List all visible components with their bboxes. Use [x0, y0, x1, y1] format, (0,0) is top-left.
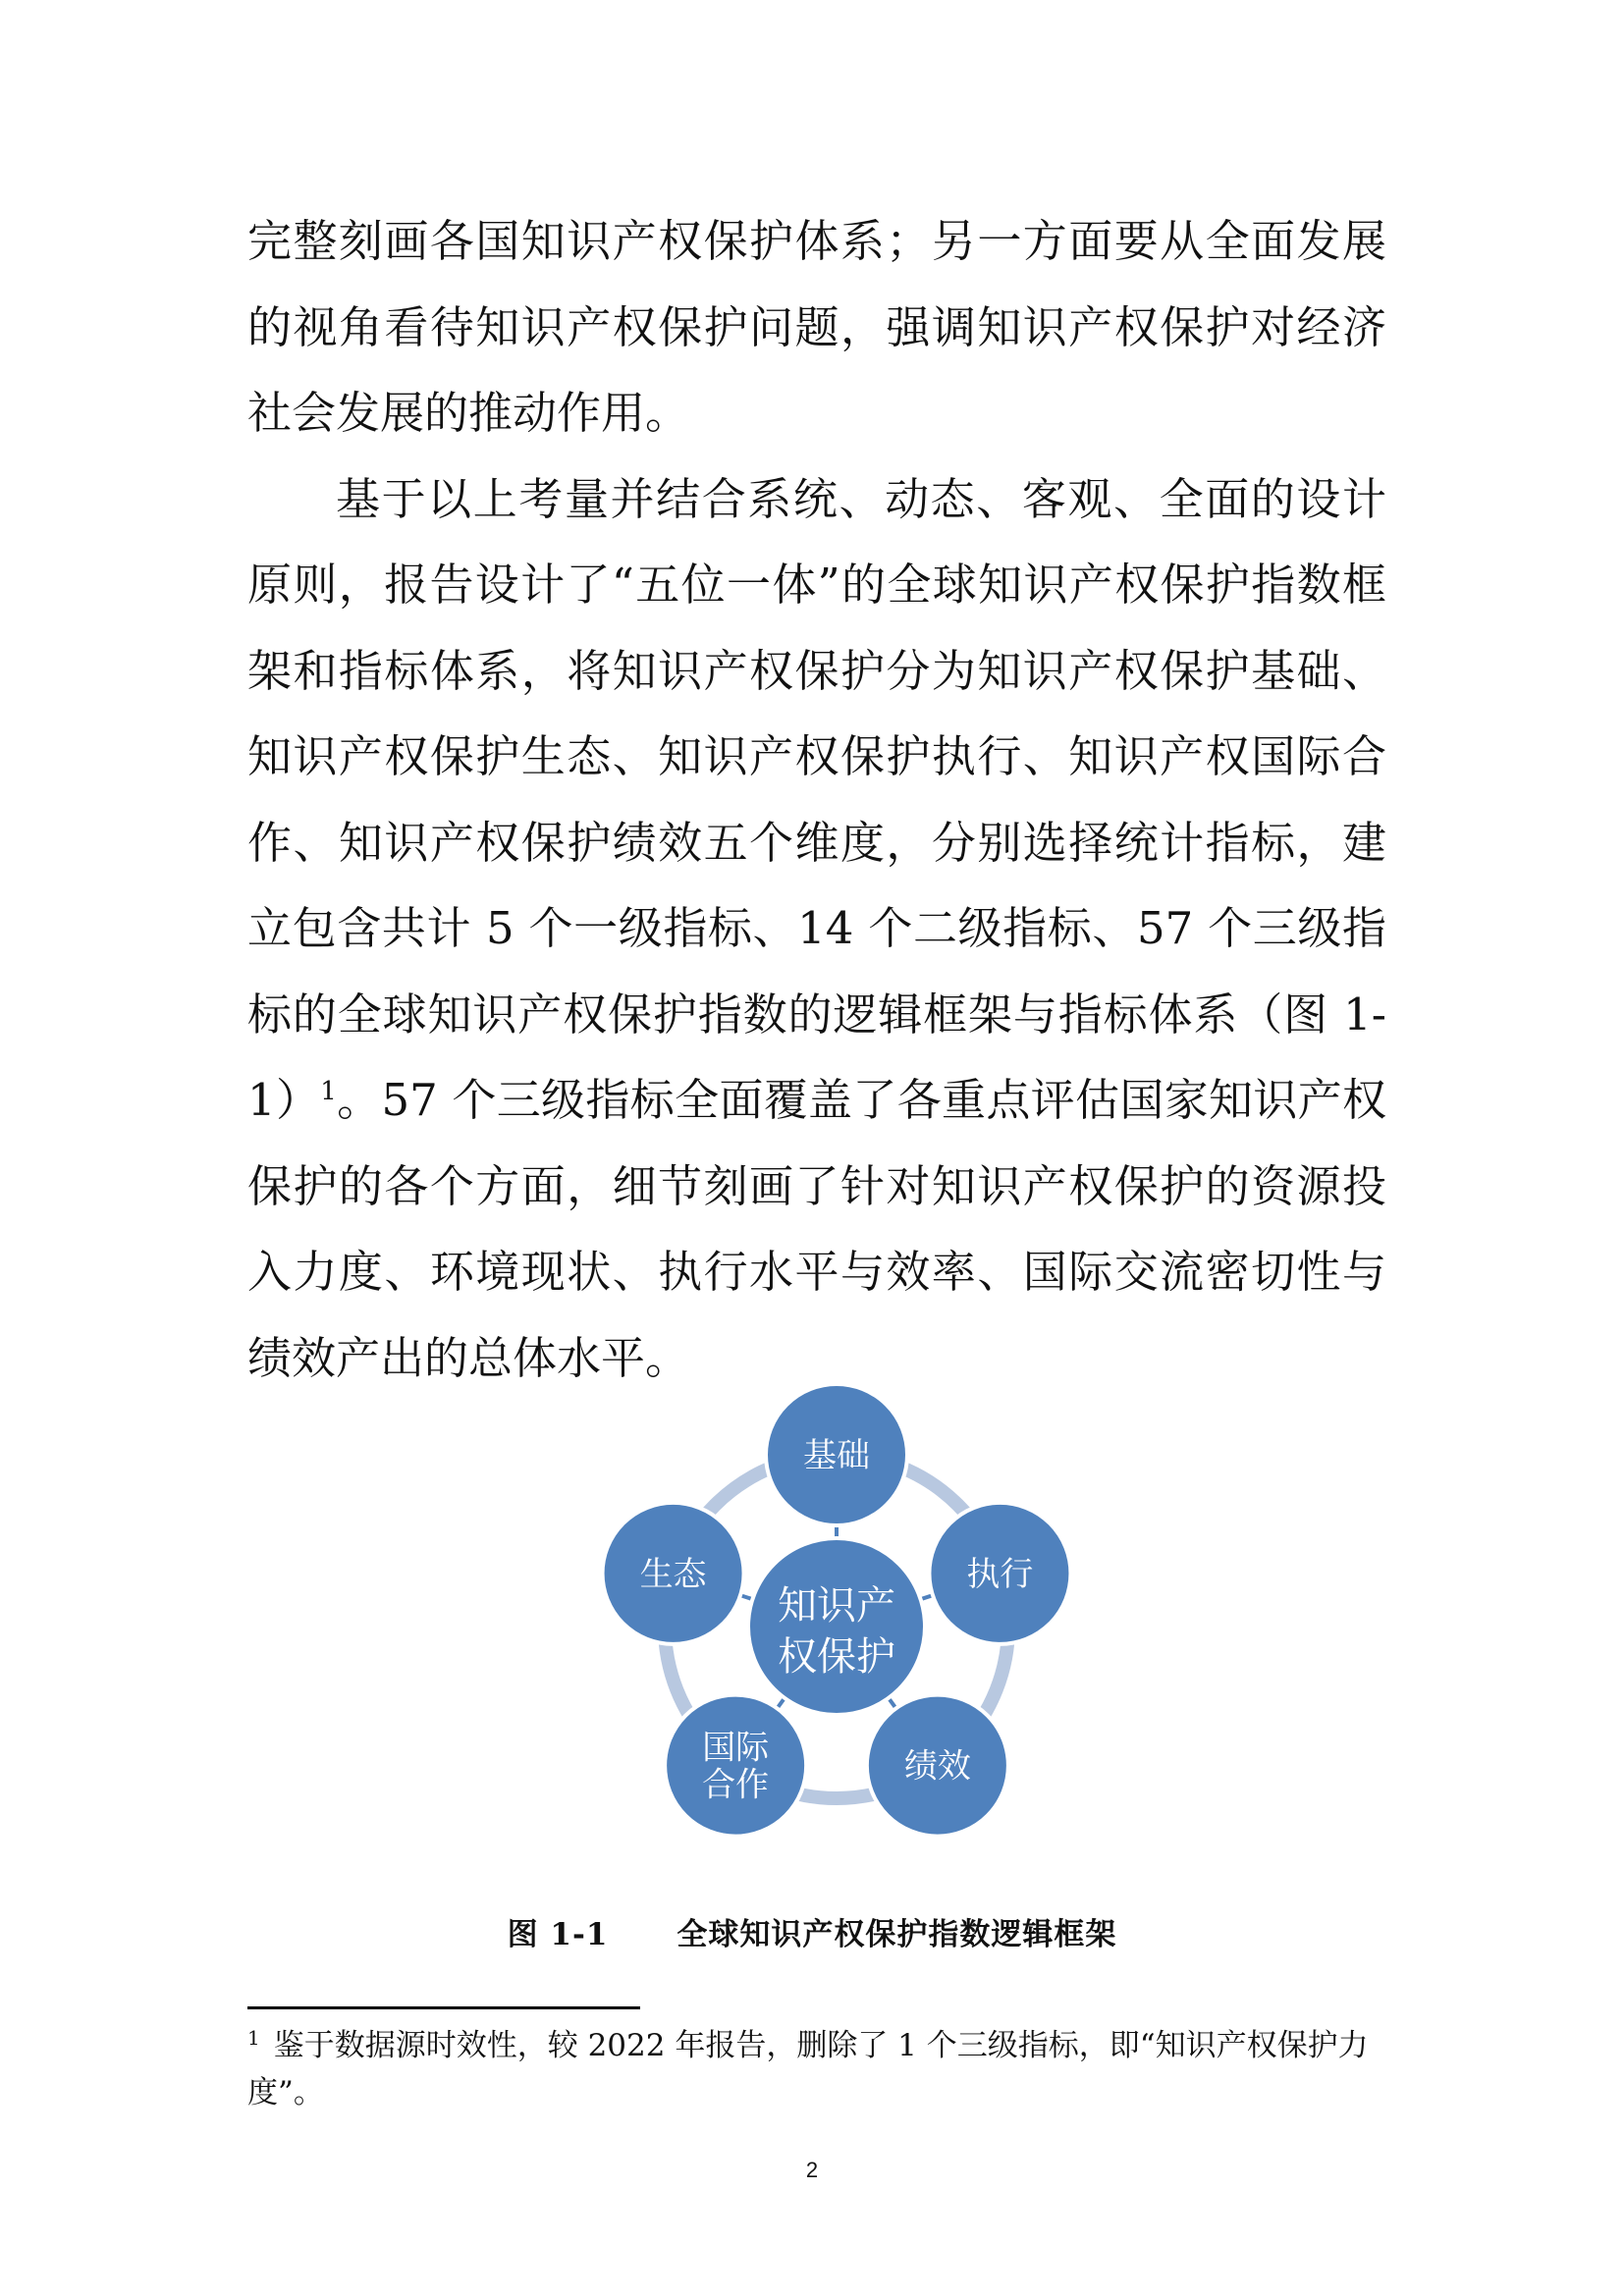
- figure-caption: [0, 1909, 1624, 1953]
- outer-node: [766, 1384, 907, 1525]
- paragraph-2-text: 基于以上考量并结合系统、动态、客观、全面的设计原则，报告设计了“五位一体”的全球知识产权保护指数框架和指标体系，将知识产权保护分为知识产权保护基础、知识产权保护生态、知识产权保护执行、知识产权国际合作、知识产权保护绩效五个维度，分别选择统计指标，建立包含共计 5 个一级指标、14 个二级指标、57 个三级指标的全球知识产权保护指数的逻辑框架与指标体系（图 1-1）: [247, 472, 1386, 1126]
- center-label-line-1: 知识产: [778, 1583, 895, 1629]
- paragraph-2-text-continued: 。57 个三级指标全面覆盖了各重点评估国家知识产权保护的各个方面，细节刻画了针对知识产权保护的资源投入力度、环境现状、执行水平与效率、国际交流密切性与绩效产出的总体水平。: [247, 1074, 1386, 1384]
- footnote-text: 鉴于数据源时效性，较 2022 年报告，删除了 1 个三级指标，即“知识产权保护力度”。: [247, 2028, 1369, 2110]
- paragraph-1: 完整刻画各国知识产权保护体系；另一方面要从全面发展的视角看待知识产权保护问题，强调知识产权保护对经济社会发展的推动作用。: [247, 215, 1386, 439]
- outer-node: [665, 1695, 806, 1837]
- footnote-reference[interactable]: 1: [320, 1077, 337, 1106]
- outer-node: [929, 1503, 1070, 1644]
- framework-diagram: [542, 1327, 1131, 1896]
- footnote-mark: 1: [247, 2025, 260, 2050]
- paragraph-2: [247, 456, 1386, 1402]
- body-text: [247, 198, 1386, 1401]
- figure-number: 图 1-1: [507, 1917, 609, 1952]
- outer-node-label: 国际: [702, 1728, 770, 1768]
- figure-title: 全球知识产权保护指数逻辑框架: [677, 1917, 1117, 1952]
- outer-node-label: 绩效: [903, 1746, 971, 1787]
- footnote: [247, 2022, 1377, 2116]
- center-node: [748, 1538, 925, 1715]
- page-number: 2: [805, 2158, 819, 2182]
- footnote-divider: [247, 2006, 640, 2009]
- outer-node-label: 生态: [639, 1554, 707, 1594]
- outer-node-label: 基础: [803, 1436, 870, 1475]
- outer-node-label: 合作: [702, 1765, 770, 1805]
- outer-node: [867, 1695, 1008, 1837]
- outer-node-label: 执行: [966, 1554, 1034, 1594]
- center-label-line-2: 权保护: [778, 1634, 895, 1680]
- outer-node: [603, 1503, 744, 1644]
